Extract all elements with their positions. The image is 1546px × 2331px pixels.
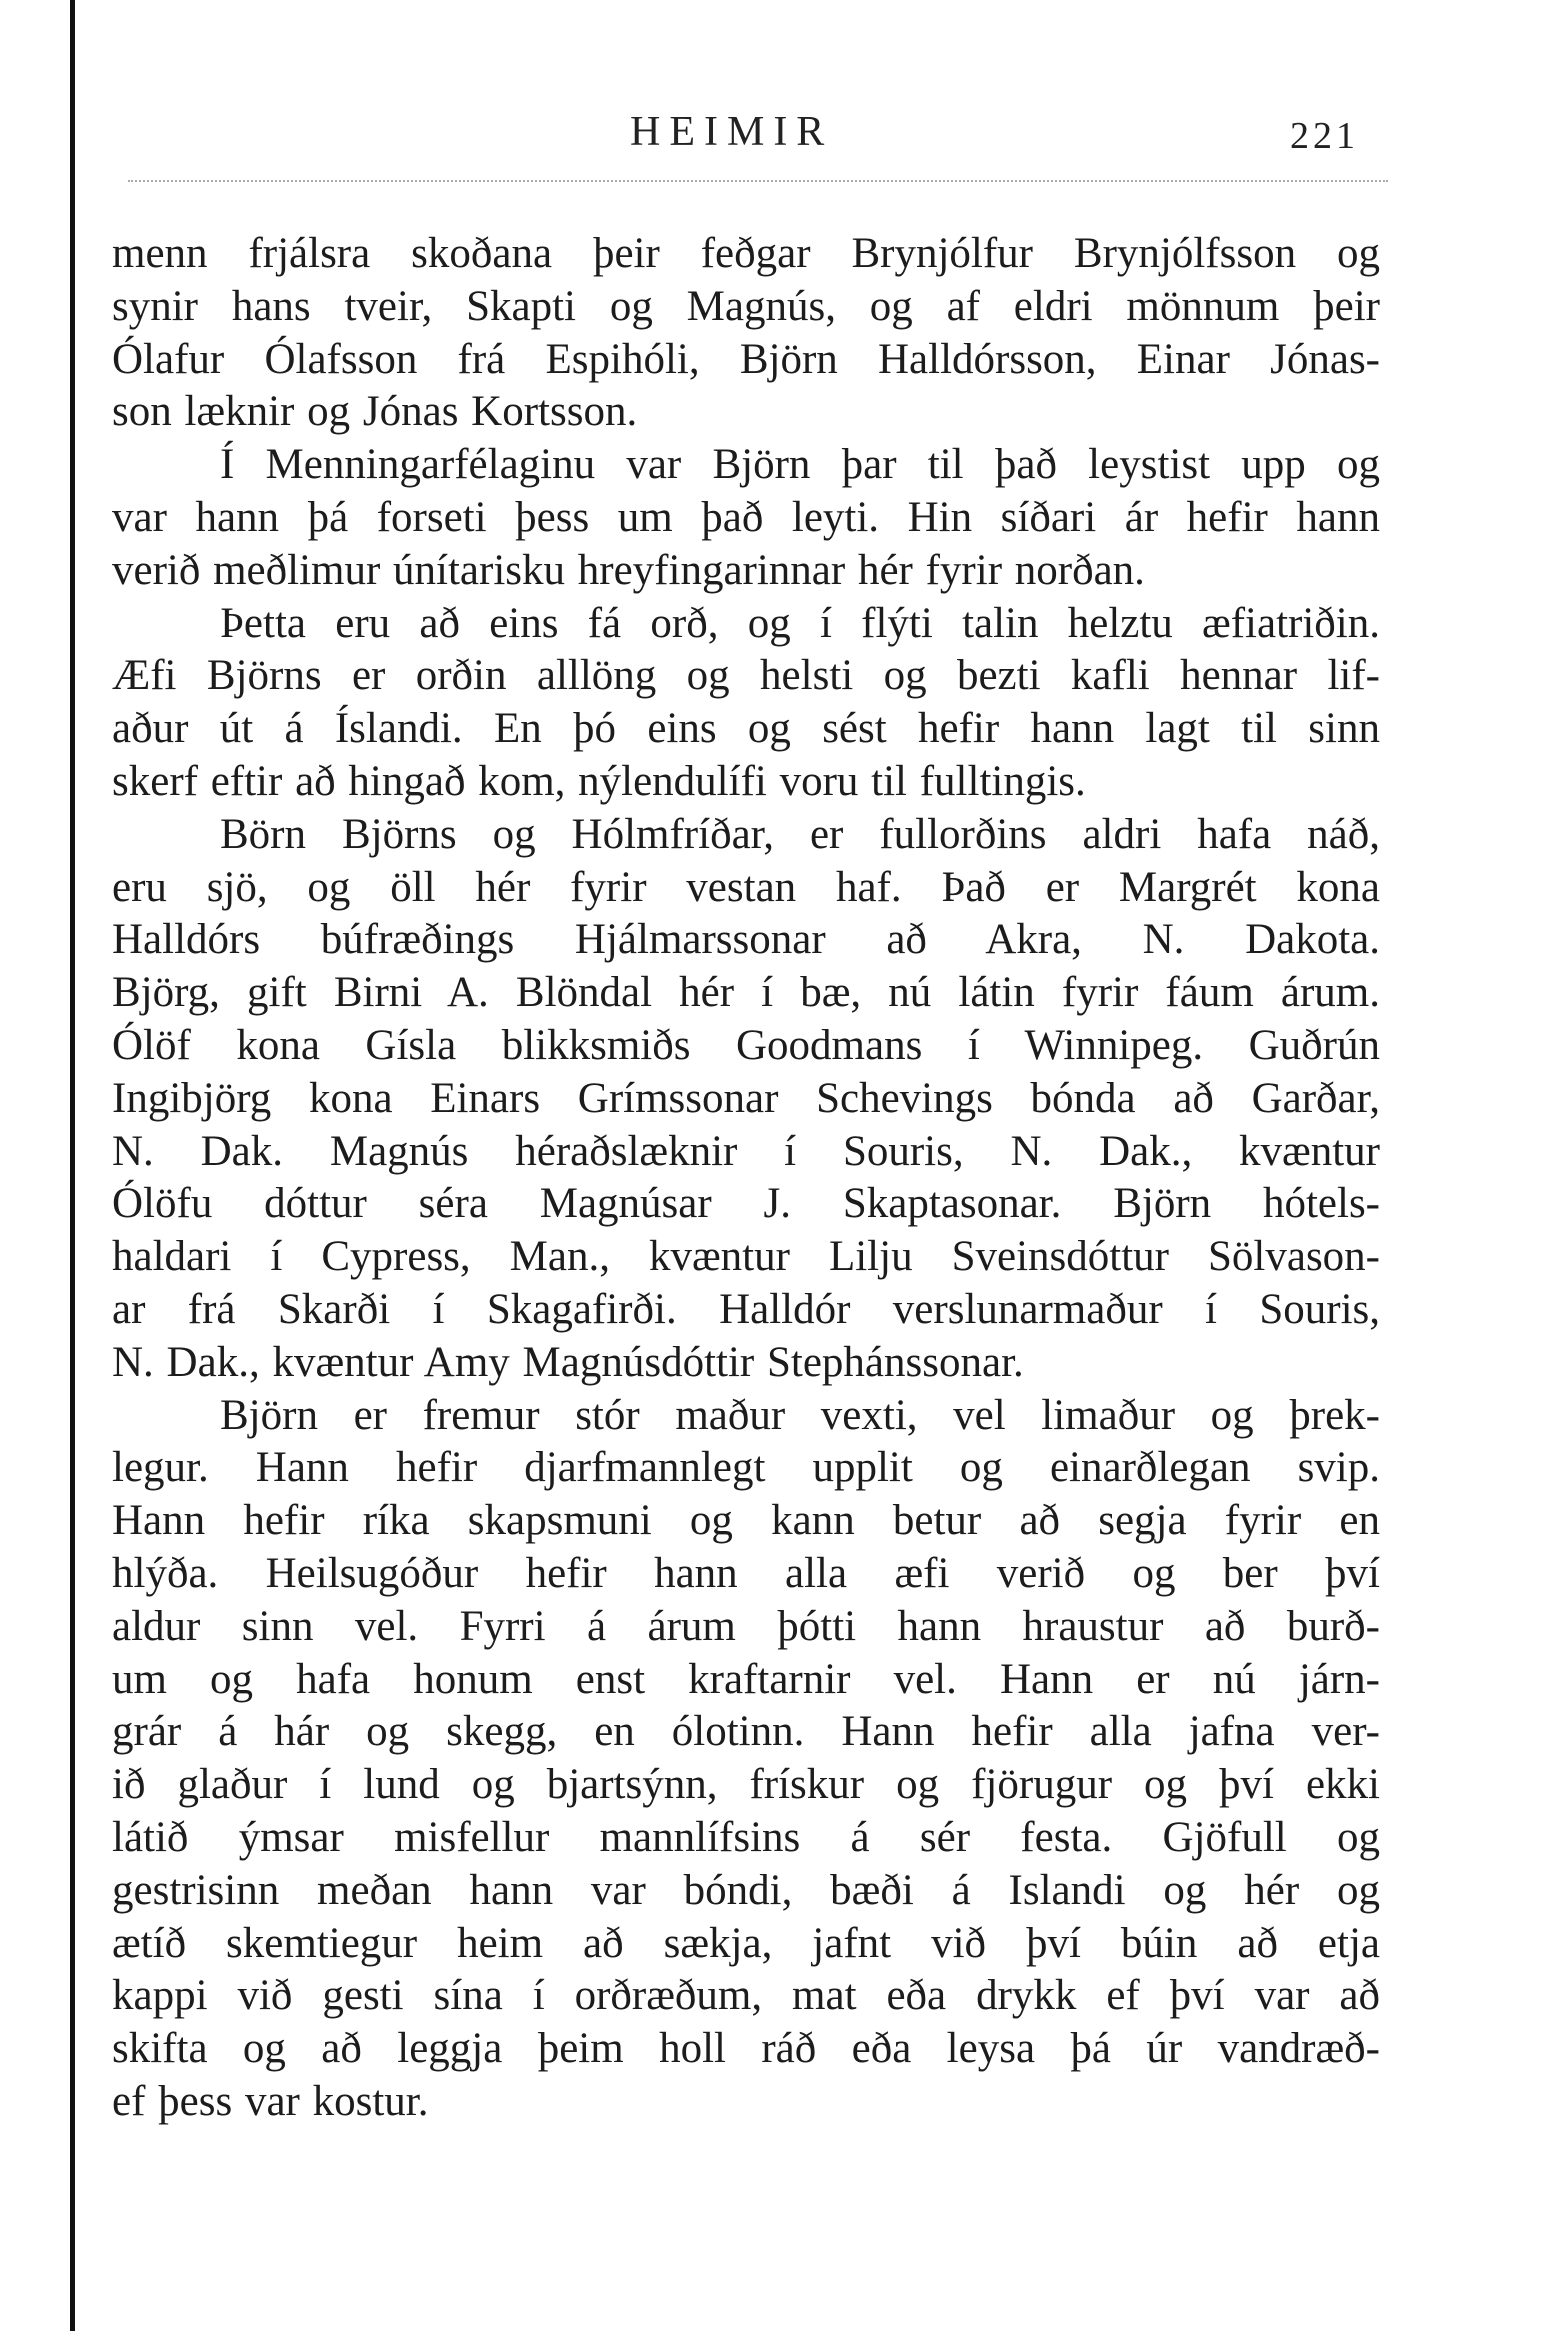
text-line: Ólöf kona Gísla blikksmiðs Goodmans í Winnipeg. Guðrún (112, 1021, 1380, 1069)
text-line: ar frá Skarði í Skagafirði. Halldór verslunarmaður í Souris, (112, 1285, 1380, 1333)
text-line: Í Menningarfélaginu var Björn þar til það leystist upp og (220, 441, 1380, 489)
text-line: Ólöfu dóttur séra Magnúsar J. Skaptasonar. Björn hótels- (112, 1180, 1380, 1228)
text-line: skerf eftir að hingað kom, nýlendulífi voru til fulltingis. (112, 757, 1086, 805)
text-line: Börn Björns og Hólmfríðar, er fullorðins aldri hafa náð, (220, 810, 1380, 858)
running-head: HEIMIR (630, 109, 834, 155)
text-line: aldur sinn vel. Fyrri á árum þótti hann hraustur að burð- (112, 1602, 1380, 1650)
text-line: Ólafur Ólafsson frá Espihóli, Björn Halldórsson, Einar Jónas- (112, 335, 1380, 383)
text-line: hlýða. Heilsugóður hefir hann alla æfi verið og ber því (112, 1549, 1380, 1597)
text-line: menn frjálsra skoðana þeir feðgar Brynjólfur Brynjólfsson og (112, 230, 1380, 277)
text-line: Ingibjörg kona Einars Grímssonar Schevings bónda að Garðar, (112, 1074, 1380, 1122)
page-number: 221 (1290, 115, 1359, 157)
text-line: legur. Hann hefir djarfmannlegt upplit og einarðlegan svip. (112, 1444, 1380, 1492)
text-line: grár á hár og skegg, en ólotinn. Hann hefir alla jafna ver- (112, 1708, 1380, 1756)
text-line: gestrisinn meðan hann var bóndi, bæði á Islandi og hér og (112, 1866, 1380, 1914)
text-line: Halldórs búfræðings Hjálmarssonar að Akra, N. Dakota. (112, 916, 1380, 964)
text-line: haldari í Cypress, Man., kvæntur Lilju Sveinsdóttur Sölvason- (112, 1233, 1380, 1281)
page-spine-edge (70, 0, 75, 2331)
text-line: Hann hefir ríka skapsmuni og kann betur að segja fyrir en (112, 1497, 1380, 1545)
text-line: eru sjö, og öll hér fyrir vestan haf. Það er Margrét kona (112, 863, 1380, 911)
text-line: skifta og að leggja þeim holl ráð eða leysa þá úr vandræð- (112, 2025, 1380, 2073)
text-line: ef þess var kostur. (112, 2077, 429, 2125)
text-line: Björn er fremur stór maður vexti, vel limaður og þrek- (220, 1391, 1380, 1439)
text-line: Æfi Björns er orðin alllöng og helsti og bezti kafli hennar lif- (112, 652, 1380, 700)
text-line: látið ýmsar misfellur mannlífsins á sér festa. Gjöfull og (112, 1813, 1380, 1861)
text-line: son læknir og Jónas Kortsson. (112, 388, 638, 436)
header-rule (128, 180, 1388, 182)
text-line: synir hans tveir, Skapti og Magnús, og af eldri mönnum þeir (112, 282, 1380, 330)
text-line: aður út á Íslandi. En þó eins og sést hefir hann lagt til sinn (112, 705, 1380, 753)
text-line: Björg, gift Birni A. Blöndal hér í bæ, nú látin fyrir fáum árum. (112, 969, 1380, 1017)
text-line: N. Dak. Magnús héraðslæknir í Souris, N. Dak., kvæntur (112, 1127, 1380, 1175)
text-line: verið meðlimur únítarisku hreyfingarinnar hér fyrir norðan. (112, 546, 1145, 594)
text-line: N. Dak., kvæntur Amy Magnúsdóttir Stephánssonar. (112, 1338, 1024, 1386)
text-line: Þetta eru að eins fá orð, og í flýti talin helztu æfiatriðin. (220, 599, 1380, 647)
body-text (112, 228, 1380, 2129)
text-line: ætíð skemtiegur heim að sækja, jafnt við því búin að etja (112, 1919, 1380, 1967)
text-line: var hann þá forseti þess um það leyti. Hin síðari ár hefir hann (112, 493, 1380, 541)
text-line: um og hafa honum enst kraftarnir vel. Hann er nú járn- (112, 1655, 1380, 1703)
text-line: ið glaður í lund og bjartsýnn, frískur og fjörugur og því ekki (112, 1761, 1380, 1809)
text-line: kappi við gesti sína í orðræðum, mat eða drykk ef því var að (112, 1972, 1380, 2020)
